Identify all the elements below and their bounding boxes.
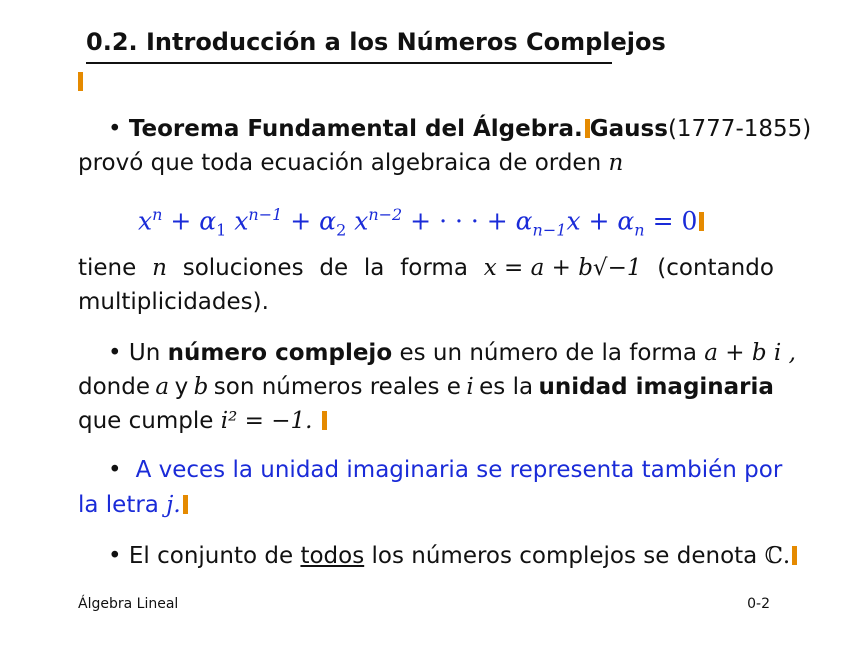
solutions-line-2: multiplicidades).	[78, 289, 269, 315]
j-note-line-1: • A veces la unidad imaginaria se representa también por	[78, 453, 774, 488]
term-imaginary-unit: unidad imaginaria	[538, 374, 774, 400]
page-title: 0.2. Introducción a los Números Complejos	[86, 28, 666, 56]
title-underline	[86, 62, 612, 64]
bullet: •	[108, 340, 122, 366]
solution-form: x = a + b√−1	[483, 255, 642, 281]
gauss-name: Gauss	[589, 116, 668, 142]
bullet: •	[108, 457, 122, 483]
term-complex-number: número complejo	[167, 340, 393, 366]
pause-marker	[699, 212, 704, 231]
pause-marker	[322, 411, 327, 430]
underlined-word: todos	[300, 543, 365, 569]
gauss-years: (1777-1855)	[667, 116, 812, 142]
solutions-line-1: tiene n soluciones de la forma x = a + b√−1 (contando	[78, 251, 774, 286]
pause-marker	[183, 495, 188, 514]
theorem-heading: Teorema Fundamental del Álgebra.	[128, 116, 583, 142]
theorem-line-1	[78, 112, 812, 147]
pause-marker	[792, 546, 797, 565]
complex-line-3: que cumple i² = −1.	[78, 404, 774, 439]
bullet: •	[108, 116, 122, 142]
complex-line-2: donde a y b son números reales e i es la unidad imaginaria	[78, 370, 774, 405]
set-line: • El conjunto de todos los números complejos se denota ℂ.	[78, 539, 774, 574]
bullet: •	[108, 543, 122, 569]
complex-set-symbol: ℂ.	[764, 543, 791, 569]
complex-line-1: • Un número complejo es un número de la forma a + b i ,	[108, 340, 796, 366]
theorem-line-2: provó que toda ecuación algebraica de orden n	[78, 150, 624, 176]
j-note-line-2: la letra j.	[78, 488, 774, 523]
pause-marker	[78, 72, 83, 93]
footer-left: Álgebra Lineal	[78, 596, 179, 612]
page-number: 0-2	[747, 596, 770, 612]
polynomial-equation: $x^n + \alpha_1$ $x^{n-1} + \alpha_2$ $x^{n-2}$ + · · · + $\alpha_{n-1}x + \alpha_n = 0$	[138, 205, 704, 239]
